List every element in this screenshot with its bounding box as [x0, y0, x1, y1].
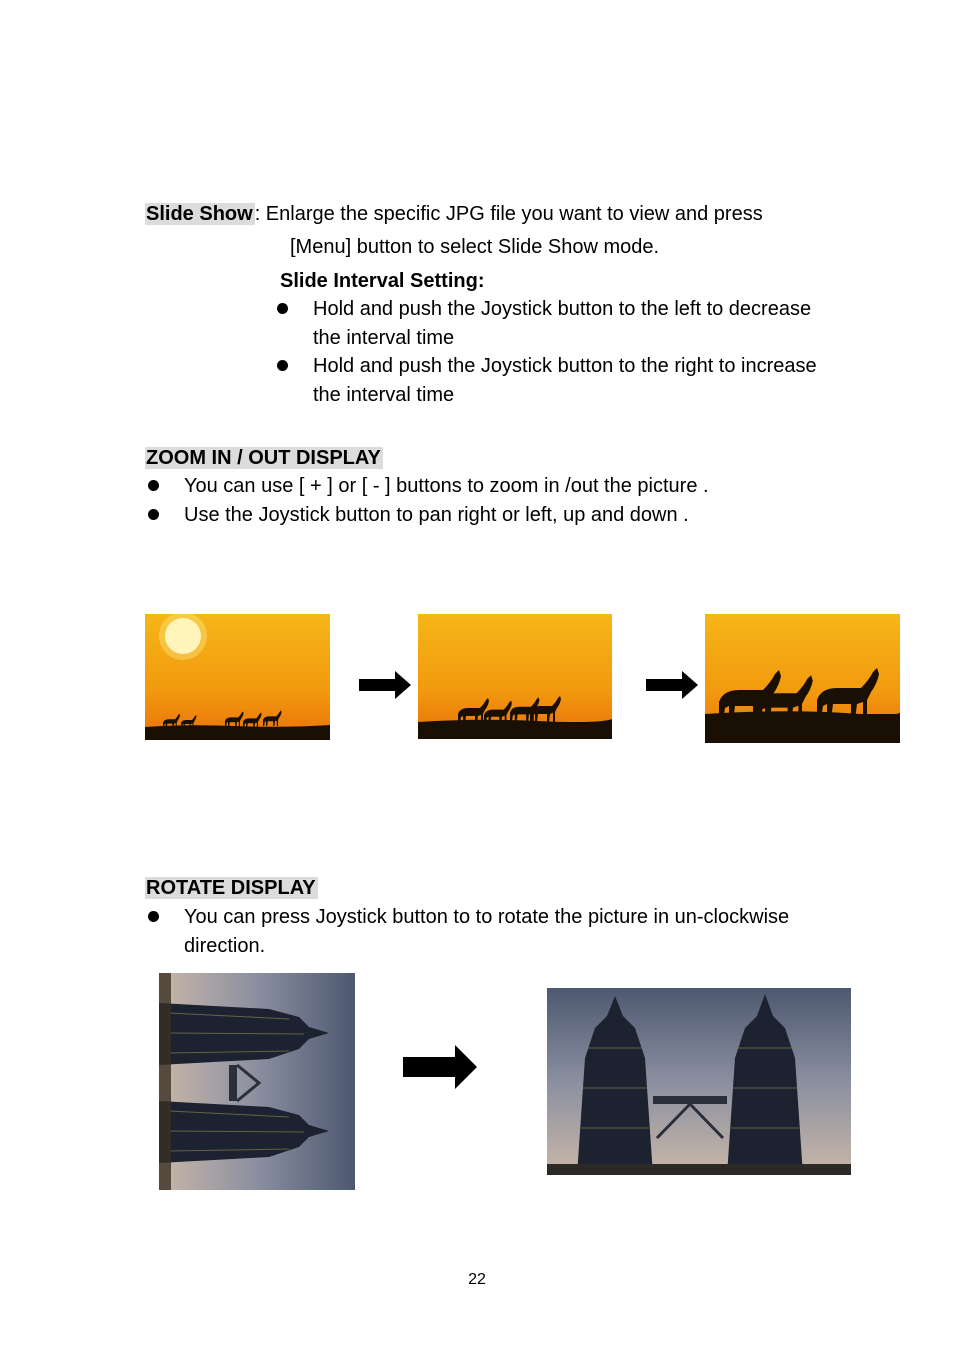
towers-rotated-photo-icon [159, 973, 355, 1190]
sunset-zoomed-more-photo-icon [705, 614, 900, 743]
rotate-heading: ROTATE DISPLAY [146, 877, 316, 899]
slide-show-line-2: [Menu] button to select Slide Show mode. [290, 236, 660, 258]
page-number: 22 [468, 1271, 486, 1288]
towers-photo-icon [547, 988, 851, 1175]
bullet-icon [148, 509, 159, 520]
zoom-heading: ZOOM IN / OUT DISPLAY [146, 447, 381, 469]
bullet-icon [148, 480, 159, 491]
rotate-bullet-line-2: direction. [184, 935, 266, 957]
zoom-bullet-1: You can use [ + ] or [ - ] buttons to zoom in /out the picture . [184, 475, 709, 497]
arrow-right-icon [646, 671, 698, 699]
interval-bullet-2-line-2: the interval time [313, 384, 455, 406]
rotate-bullet-line-1: You can press Joystick button to to rotate the picture in un-clockwise [184, 906, 790, 928]
arrow-right-icon [403, 1045, 477, 1089]
sunset-photo-icon [145, 614, 330, 740]
slide-show-label: Slide Show [146, 203, 253, 225]
interval-bullet-1-line-2: the interval time [313, 327, 455, 349]
sunset-zoomed-photo-icon [418, 614, 612, 739]
interval-bullet-2-line-1: Hold and push the Joystick button to the right to increase [313, 355, 817, 377]
slide-show-description: : Enlarge the specific JPG file you want to view and press [254, 203, 763, 225]
bullet-icon [277, 303, 288, 314]
zoom-heading-row [145, 446, 383, 470]
interval-bullet-1-line-1: Hold and push the Joystick button to the left to decrease [313, 298, 812, 320]
slide-show-line-1 [145, 202, 763, 226]
arrow-right-icon [359, 671, 411, 699]
rotate-heading-row [145, 876, 318, 900]
bullet-icon [277, 360, 288, 371]
bullet-icon [148, 911, 159, 922]
slide-interval-heading: Slide Interval Setting: [280, 270, 485, 292]
zoom-bullet-2: Use the Joystick button to pan right or left, up and down . [184, 504, 689, 526]
